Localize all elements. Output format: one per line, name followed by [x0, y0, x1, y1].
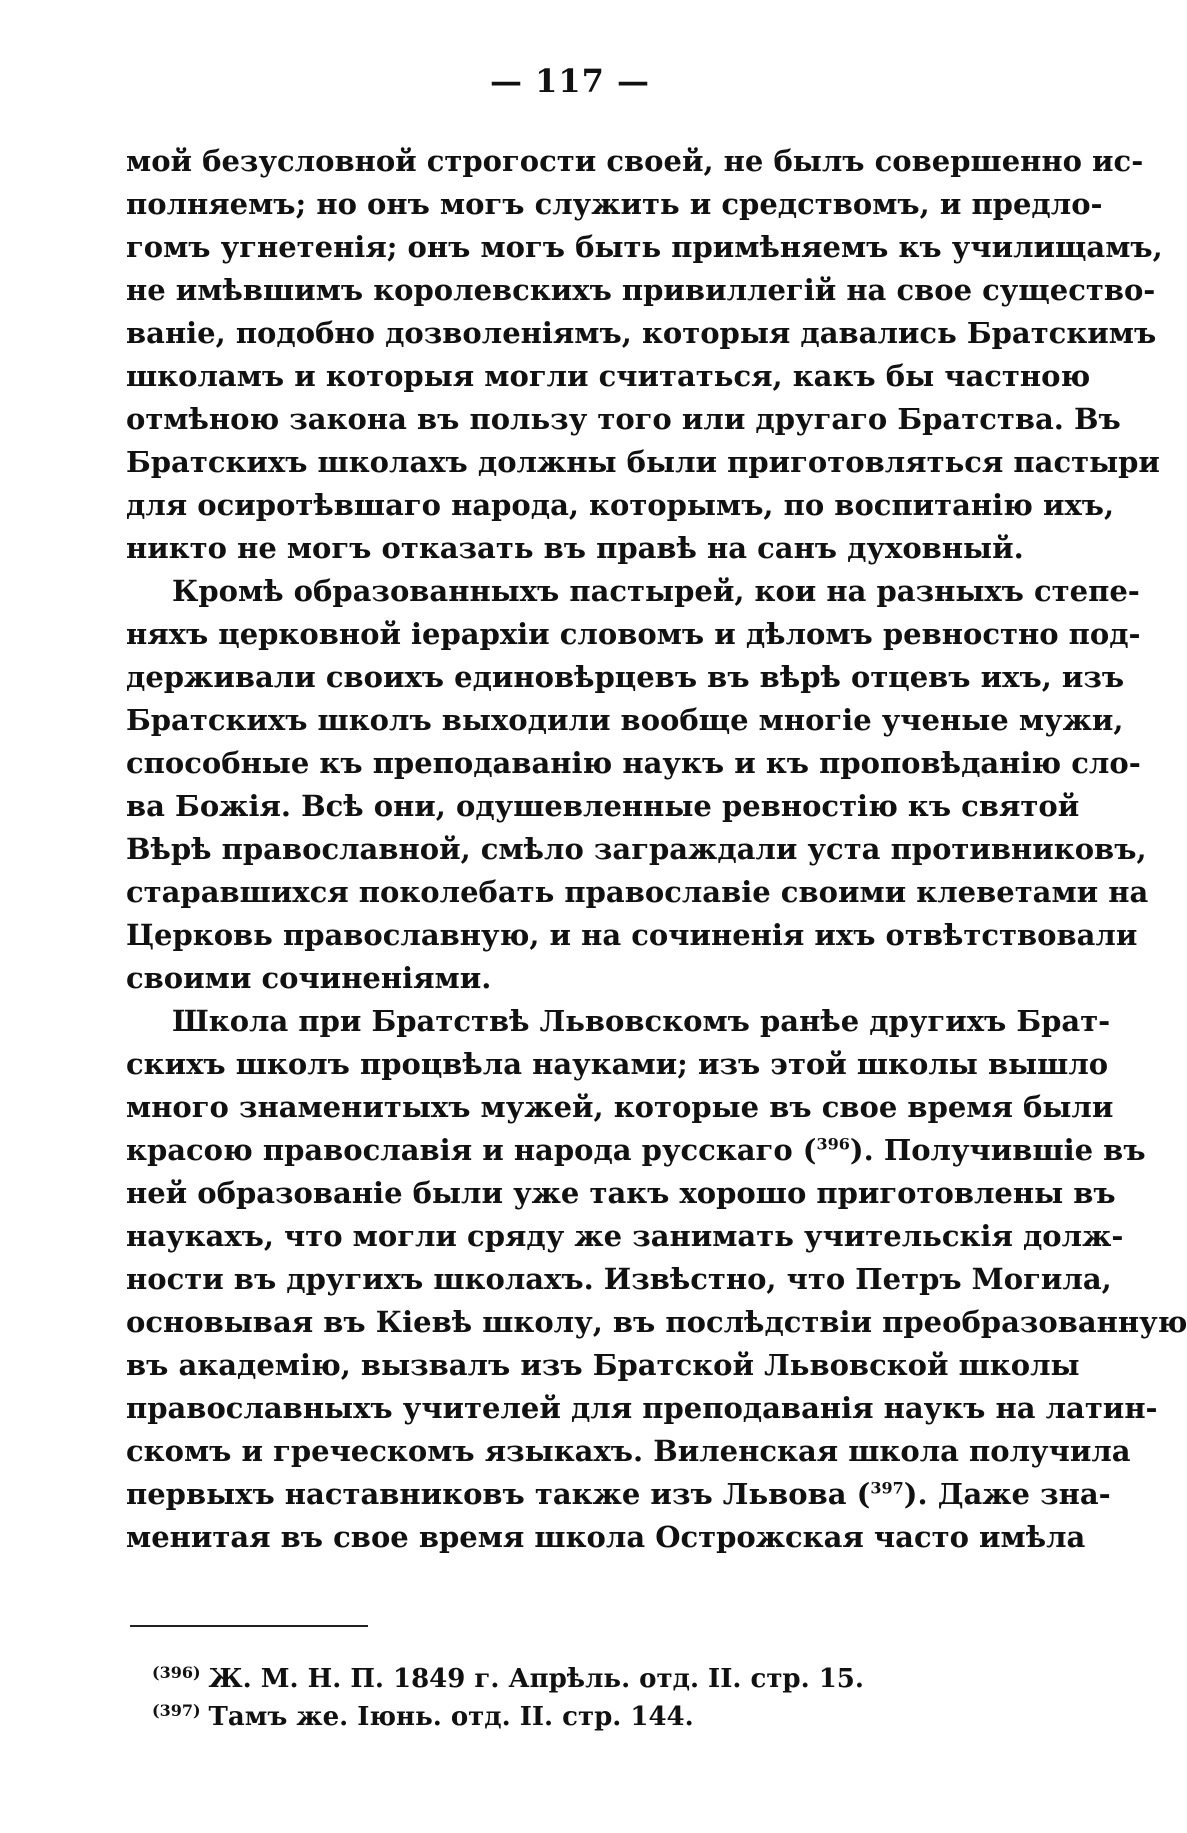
text-line: полняемъ; но онъ могъ служить и средствомъ, и предло-	[126, 187, 1103, 221]
footnote-mark: (397)	[152, 1701, 201, 1720]
page-number: — 117 —	[489, 62, 651, 100]
text-line-with-footnote-ref	[126, 1473, 1111, 1516]
line-segment: ). Получившіе въ	[849, 1133, 1146, 1167]
text-line: ней образованіе были уже такъ хорошо приготовлены въ	[126, 1176, 1116, 1210]
text-line: Вѣрѣ православной, смѣло заграждали уста противниковъ,	[126, 832, 1147, 866]
text-line: скомъ и греческомъ языкахъ. Виленская школа получила	[126, 1434, 1131, 1468]
text-line: гомъ угнетенія; онъ могъ быть примѣняемъ къ училищамъ,	[126, 230, 1163, 264]
text-line: Школа при Братствѣ Львовскомъ ранѣе другихъ Брат-	[172, 1004, 1111, 1038]
text-line: не имѣвшимъ королевскихъ привиллегій на свое существо-	[126, 273, 1156, 307]
text-line: Церковь православную, и на сочиненія ихъ отвѣтствовали	[126, 918, 1138, 952]
footnote-divider	[130, 1625, 368, 1627]
text-line: много знаменитыхъ мужей, которые въ свое время были	[126, 1090, 1114, 1124]
text-line: для осиротѣвшаго народа, которымъ, по воспитанію ихъ,	[126, 488, 1115, 522]
footnote	[152, 1698, 1032, 1736]
text-line-with-footnote-ref	[126, 1129, 1146, 1172]
footnote-mark: (396)	[152, 1663, 201, 1682]
footnotes	[152, 1660, 1032, 1736]
text-line: Кромѣ образованныхъ пастырей, кои на разныхъ степе-	[172, 574, 1140, 608]
text-line: старавшихся поколебать православіе своими клеветами на	[126, 875, 1149, 909]
footnote	[152, 1660, 1032, 1698]
text-line: менитая въ свое время школа Острожская часто имѣла	[126, 1520, 1086, 1554]
text-line: ваніе, подобно дозволеніямъ, которыя давались Братскимъ	[126, 316, 1157, 350]
line-segment: первыхъ наставниковъ также изъ Львова (	[126, 1477, 871, 1511]
text-line: способные къ преподаванію наукъ и къ проповѣданію сло-	[126, 746, 1141, 780]
text-line: няхъ церковной іерархіи словомъ и дѣломъ ревностно под-	[126, 617, 1141, 651]
footnote-text: Ж. М. Н. П. 1849 г. Апрѣль. отд. II. стр. 15.	[208, 1664, 864, 1694]
line-segment: ). Даже зна-	[903, 1477, 1111, 1511]
footnote-text: Тамъ же. Іюнь. отд. II. стр. 144.	[208, 1702, 694, 1732]
paragraph-2	[126, 570, 1149, 1000]
text-line: своими сочиненіями.	[126, 961, 492, 995]
text-line: въ академію, вызвалъ изъ Братской Львовской школы	[126, 1348, 1080, 1382]
text-line: основывая въ Кіевѣ школу, въ послѣдствіи преобразованную	[126, 1305, 1187, 1339]
text-line: наукахъ, что могли сряду же занимать учительскія долж-	[126, 1219, 1124, 1253]
body-text	[126, 140, 1187, 1559]
paragraph-3	[126, 1000, 1187, 1559]
text-line: ва Божія. Всѣ они, одушевленные ревностію къ святой	[126, 789, 1080, 823]
text-line: скихъ школъ процвѣла науками; изъ этой школы вышло	[126, 1047, 1109, 1081]
text-line: никто не могъ отказать въ правѣ на санъ духовный.	[126, 531, 1024, 565]
line-segment: красою православія и народа русскаго (	[126, 1133, 817, 1167]
text-line: школамъ и которыя могли считаться, какъ бы частною	[126, 359, 1091, 393]
text-line: Братскихъ школахъ должны были приготовляться пастыри	[126, 445, 1160, 479]
text-line: Братскихъ школъ выходили вообще многіе ученые мужи,	[126, 703, 1124, 737]
text-line: православныхъ учителей для преподаванія наукъ на латин-	[126, 1391, 1158, 1425]
paragraph-1	[126, 140, 1163, 570]
text-line: ности въ другихъ школахъ. Извѣстно, что Петръ Могила,	[126, 1262, 1112, 1296]
text-line: держивали своихъ единовѣрцевъ въ вѣрѣ отцевъ ихъ, изъ	[126, 660, 1125, 694]
text-line: отмѣною закона въ пользу того или другаго Братства. Въ	[126, 402, 1121, 436]
footnote-ref: 396	[816, 1134, 850, 1154]
footnote-ref: 397	[870, 1478, 904, 1498]
text-line: мой безусловной строгости своей, не былъ совершенно ис-	[126, 144, 1144, 178]
